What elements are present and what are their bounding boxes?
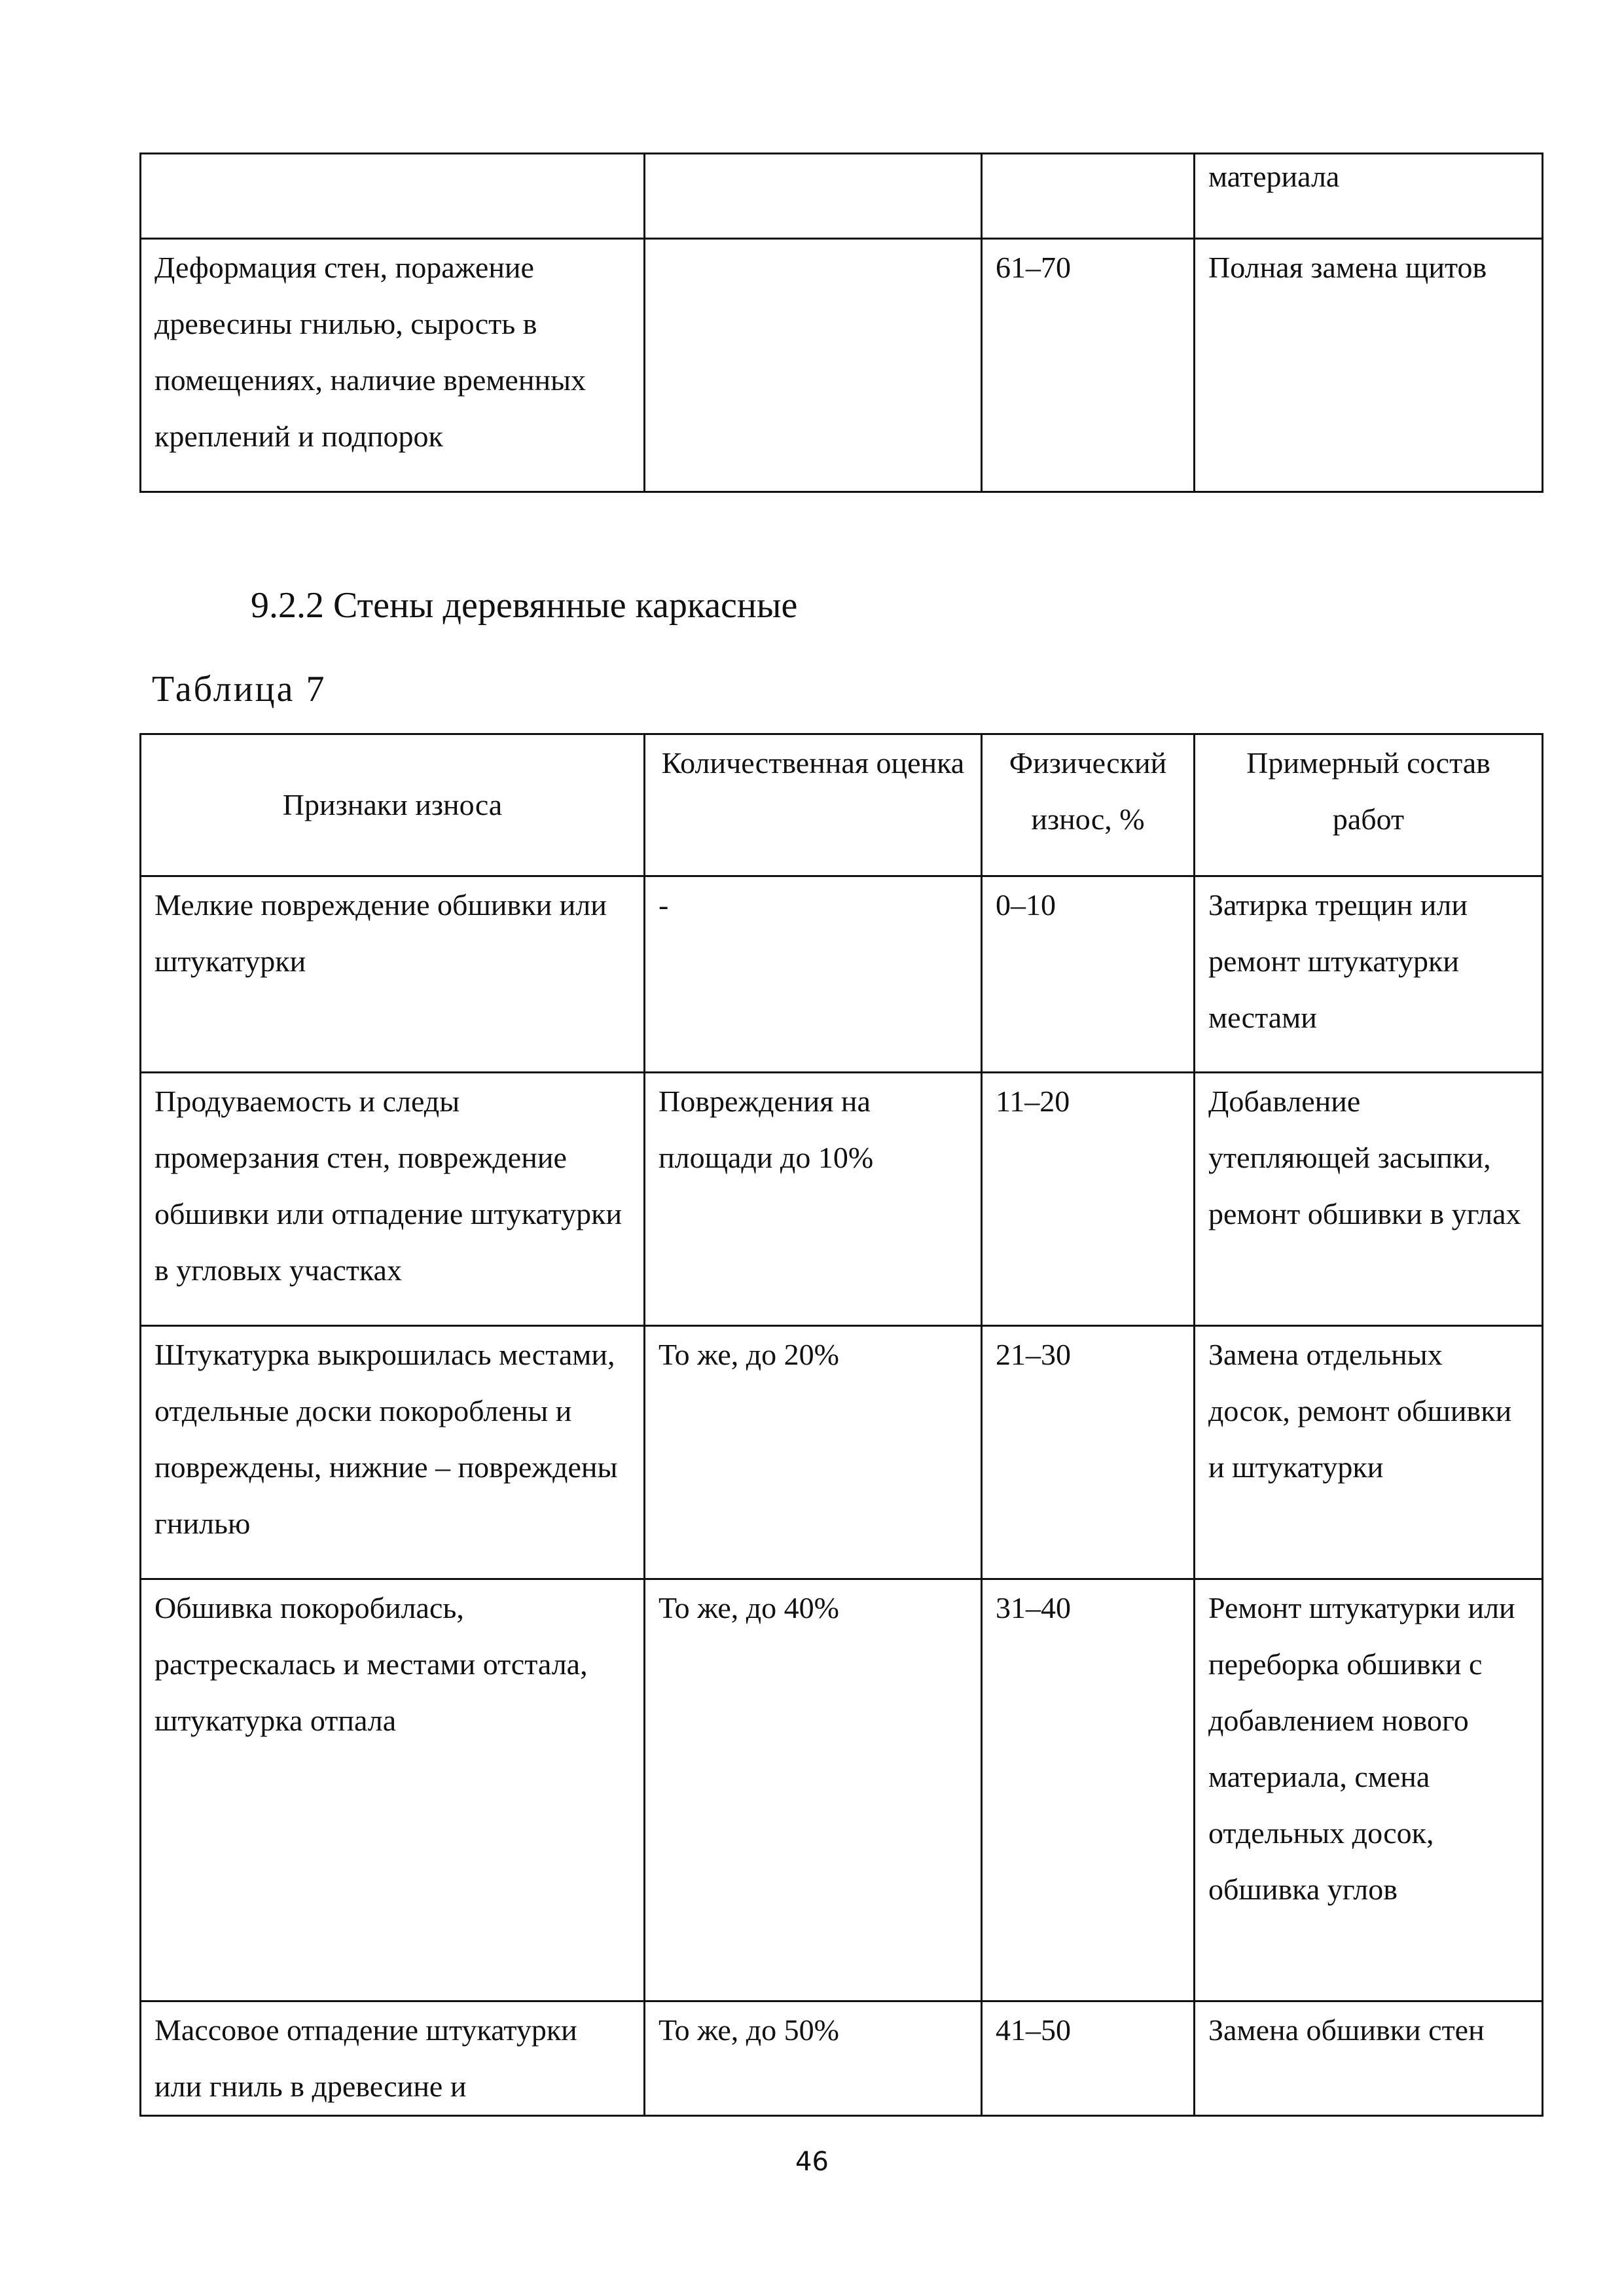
wear-cell: 31–40 bbox=[982, 1579, 1195, 2001]
signs-cell: Массовое отпадение штукатурки или гниль в древесине и bbox=[141, 2001, 645, 2116]
wear-cell: 21–30 bbox=[982, 1326, 1195, 1579]
works-cell: материала bbox=[1195, 154, 1543, 239]
quantitative-cell bbox=[645, 154, 982, 239]
quantitative-cell: - bbox=[645, 876, 982, 1073]
table-row bbox=[141, 1073, 1543, 1326]
quantitative-cell bbox=[645, 239, 982, 492]
table-row bbox=[141, 1326, 1543, 1579]
quantitative-cell: Повреждения на площади до 10% bbox=[645, 1073, 982, 1326]
wear-cell: 11–20 bbox=[982, 1073, 1195, 1326]
works-cell: Добавление утепляющей засыпки, ремонт обшивки в углах bbox=[1195, 1073, 1543, 1326]
column-header-works: Примерный состав работ bbox=[1195, 734, 1543, 876]
wear-cell: 61–70 bbox=[982, 239, 1195, 492]
wear-table bbox=[139, 733, 1543, 2117]
page-number: 46 bbox=[795, 2147, 829, 2177]
column-header-quantitative: Количественная оценка bbox=[645, 734, 982, 876]
table-row bbox=[141, 876, 1543, 1073]
quantitative-cell: То же, до 50% bbox=[645, 2001, 982, 2116]
table-caption: Таблица 7 bbox=[152, 669, 327, 709]
signs-cell: Мелкие повреждение обшивки или штукатурки bbox=[141, 876, 645, 1073]
wear-cell: 0–10 bbox=[982, 876, 1195, 1073]
table-row bbox=[141, 1579, 1543, 2001]
signs-cell: Обшивка покоробилась, растрескалась и местами отстала, штукатурка отпала bbox=[141, 1579, 645, 2001]
works-cell: Замена обшивки стен bbox=[1195, 2001, 1543, 2116]
signs-cell bbox=[141, 154, 645, 239]
table-row bbox=[141, 239, 1543, 492]
works-cell: Полная замена щитов bbox=[1195, 239, 1543, 492]
quantitative-cell: То же, до 40% bbox=[645, 1579, 982, 2001]
works-cell: Затирка трещин или ремонт штукатурки местами bbox=[1195, 876, 1543, 1073]
wear-cell: 41–50 bbox=[982, 2001, 1195, 2116]
works-cell: Ремонт штукатурки или переборка обшивки с добавлением нового материала, смена отдельных досок, обшивка углов bbox=[1195, 1579, 1543, 2001]
quantitative-cell: То же, до 20% bbox=[645, 1326, 982, 1579]
signs-cell: Штукатурка выкрошилась местами, отдельные доски покороблены и повреждены, нижние – повреждены гнилью bbox=[141, 1326, 645, 1579]
section-heading: 9.2.2 Стены деревянные каркасные bbox=[251, 585, 798, 626]
table-row bbox=[141, 2001, 1543, 2116]
signs-cell: Деформация стен, поражение древесины гнилью, сырость в помещениях, наличие временных креплений и подпорок bbox=[141, 239, 645, 492]
continued-wear-table bbox=[139, 152, 1543, 493]
column-header-signs: Признаки износа bbox=[141, 734, 645, 876]
table-header-row bbox=[141, 734, 1543, 876]
works-cell: Замена отдельных досок, ремонт обшивки и штукатурки bbox=[1195, 1326, 1543, 1579]
signs-cell: Продуваемость и следы промерзания стен, повреждение обшивки или отпадение штукатурки в угловых участках bbox=[141, 1073, 645, 1326]
column-header-wear: Физический износ, % bbox=[982, 734, 1195, 876]
wear-cell bbox=[982, 154, 1195, 239]
table-row bbox=[141, 154, 1543, 239]
